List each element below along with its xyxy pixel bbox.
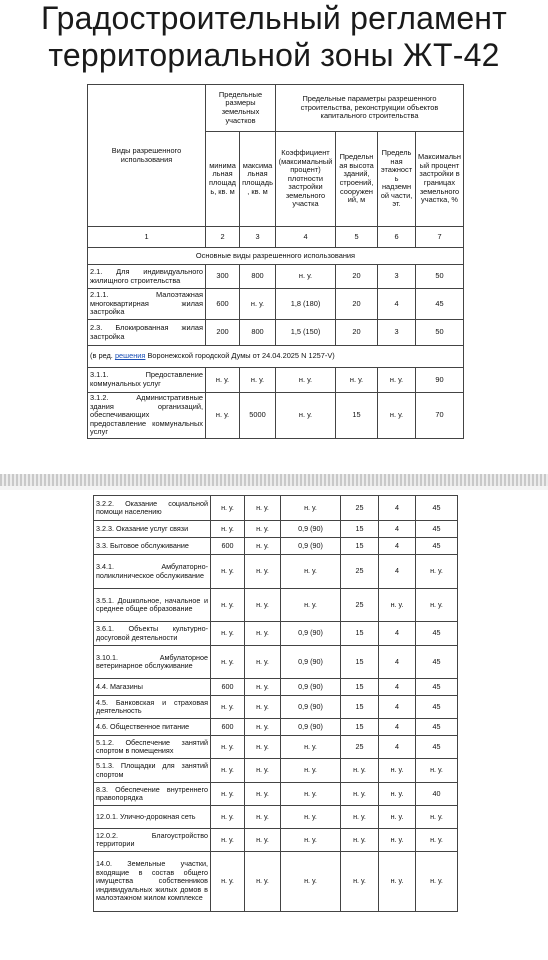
max-area-cell: 5000 (240, 393, 276, 439)
use-type-cell: 4.5. Банковская и страховая деятельность (94, 696, 211, 719)
page-title (0, 0, 548, 80)
min-area-cell: 600 (211, 719, 245, 736)
column-number: 3 (240, 227, 276, 248)
max-height-cell: н. у. (341, 852, 379, 912)
use-type-cell: 2.3. Блокированная жилая застройка (88, 320, 206, 346)
table-row (88, 368, 464, 393)
max-height-cell: 15 (341, 719, 379, 736)
density-coef-cell: 0,9 (90) (281, 538, 341, 555)
max-percent-cell: 50 (416, 265, 464, 289)
table-row (94, 521, 458, 538)
min-area-cell: н. у. (211, 829, 245, 852)
max-area-cell: н. у. (245, 622, 281, 646)
max-height-cell: н. у. (341, 759, 379, 783)
min-area-cell: н. у. (206, 393, 240, 439)
max-area-cell: н. у. (240, 368, 276, 393)
max-percent-cell: н. у. (416, 589, 458, 622)
max-percent-cell: 45 (416, 622, 458, 646)
amendment-note (88, 346, 464, 368)
table-row (94, 622, 458, 646)
max-area-cell: н. у. (245, 589, 281, 622)
max-floors-cell: 3 (378, 265, 416, 289)
max-area-cell: н. у. (245, 555, 281, 589)
header-min-area: минимальная площадь, кв. м (206, 132, 240, 227)
use-type-cell: 2.1.1. Малоэтажная многоквартирная жилая застройка (88, 289, 206, 320)
amendment-note-suffix: Воронежской городской Думы от 24.04.2025 N 1257-V) (147, 351, 335, 361)
max-height-cell: 20 (336, 265, 378, 289)
max-percent-cell: 45 (416, 646, 458, 679)
max-floors-cell: 4 (379, 521, 416, 538)
use-type-cell: 3.5.1. Дошкольное, начальное и среднее общее образование (94, 589, 211, 622)
max-height-cell: н. у. (336, 368, 378, 393)
max-percent-cell: 45 (416, 736, 458, 759)
max-height-cell: 20 (336, 320, 378, 346)
regulation-table-part-2 (93, 495, 458, 912)
max-height-cell: 20 (336, 289, 378, 320)
table-row (94, 696, 458, 719)
use-type-cell: 5.1.2. Обеспечение занятий спортом в помещениях (94, 736, 211, 759)
max-area-cell: н. у. (245, 679, 281, 696)
max-percent-cell: н. у. (416, 829, 458, 852)
amendment-note-block (88, 346, 464, 368)
max-height-cell: 15 (341, 696, 379, 719)
max-height-cell: 25 (341, 589, 379, 622)
table-row (94, 496, 458, 521)
max-floors-cell: н. у. (379, 829, 416, 852)
max-floors-cell: 4 (379, 679, 416, 696)
use-type-cell: 3.1.2. Административные здания организаций, обеспечивающих предоставление коммунальных услуг (88, 393, 206, 439)
max-area-cell: 800 (240, 265, 276, 289)
document-page-1 (87, 84, 463, 439)
density-coef-cell: 1,5 (150) (276, 320, 336, 346)
max-height-cell: 15 (341, 538, 379, 555)
use-type-cell: 5.1.3. Площадки для занятий спортом (94, 759, 211, 783)
max-floors-cell: 4 (379, 646, 416, 679)
max-height-cell: 25 (341, 496, 379, 521)
max-floors-cell: н. у. (379, 759, 416, 783)
use-type-cell: 3.1.1. Предоставление коммунальных услуг (88, 368, 206, 393)
max-area-cell: н. у. (245, 736, 281, 759)
max-height-cell: 15 (341, 679, 379, 696)
min-area-cell: н. у. (211, 646, 245, 679)
min-area-cell: н. у. (211, 555, 245, 589)
density-coef-cell: н. у. (281, 589, 341, 622)
use-type-cell: 3.4.1. Амбулаторно-поликлиническое обслуживание (94, 555, 211, 589)
table-row (94, 829, 458, 852)
density-coef-cell: н. у. (281, 736, 341, 759)
min-area-cell: 300 (206, 265, 240, 289)
table-row (88, 265, 464, 289)
min-area-cell: н. у. (211, 496, 245, 521)
max-floors-cell: 4 (379, 496, 416, 521)
document-page-2 (93, 495, 457, 912)
min-area-cell: 600 (206, 289, 240, 320)
table-row (94, 736, 458, 759)
max-height-cell: н. у. (341, 829, 379, 852)
max-percent-cell: 45 (416, 696, 458, 719)
min-area-cell: н. у. (211, 521, 245, 538)
min-area-cell: н. у. (211, 759, 245, 783)
table-row (94, 852, 458, 912)
table-row (94, 646, 458, 679)
column-number: 7 (416, 227, 464, 248)
max-percent-cell: 45 (416, 289, 464, 320)
max-area-cell: н. у. (245, 806, 281, 829)
max-floors-cell: н. у. (379, 783, 416, 806)
max-floors-cell: н. у. (379, 589, 416, 622)
min-area-cell: н. у. (211, 783, 245, 806)
min-area-cell: 200 (206, 320, 240, 346)
max-area-cell: н. у. (245, 646, 281, 679)
max-percent-cell: 70 (416, 393, 464, 439)
table-row (88, 289, 464, 320)
column-number: 6 (378, 227, 416, 248)
table-row (94, 589, 458, 622)
min-area-cell: н. у. (211, 696, 245, 719)
use-type-cell: 3.2.3. Оказание услуг связи (94, 521, 211, 538)
max-floors-cell: 4 (379, 719, 416, 736)
header-max-floors: Предельная этажность надземной части, эт. (378, 132, 416, 227)
table-row (94, 759, 458, 783)
max-floors-cell: н. у. (379, 806, 416, 829)
max-height-cell: 15 (341, 521, 379, 538)
max-percent-cell: н. у. (416, 555, 458, 589)
max-area-cell: н. у. (245, 696, 281, 719)
page-separator (0, 474, 548, 486)
density-coef-cell: 0,9 (90) (281, 521, 341, 538)
page-separator-shadow (0, 486, 548, 490)
max-area-cell: н. у. (245, 783, 281, 806)
max-percent-cell: н. у. (416, 852, 458, 912)
section-heading-main: Основные виды разрешенного использования (88, 248, 464, 265)
header-max-height: Предельная высота зданий, строений, сооружений, м (336, 132, 378, 227)
max-area-cell: н. у. (245, 829, 281, 852)
use-type-cell: 12.0.1. Улично-дорожная сеть (94, 806, 211, 829)
min-area-cell: 600 (211, 679, 245, 696)
use-type-cell: 12.0.2. Благоустройство территории (94, 829, 211, 852)
max-percent-cell: 90 (416, 368, 464, 393)
amendment-note-prefix: (в ред. (90, 351, 113, 361)
max-percent-cell: 50 (416, 320, 464, 346)
max-percent-cell: 45 (416, 496, 458, 521)
column-number: 4 (276, 227, 336, 248)
max-percent-cell: н. у. (416, 759, 458, 783)
page-title-line-1: Градостроительный регламент (40, 0, 508, 36)
max-area-cell: 800 (240, 320, 276, 346)
header-use-type: Виды разрешенного использования (88, 85, 206, 227)
density-coef-cell: 0,9 (90) (281, 696, 341, 719)
density-coef-cell: н. у. (281, 759, 341, 783)
min-area-cell: н. у. (211, 852, 245, 912)
min-area-cell: 600 (211, 538, 245, 555)
density-coef-cell: н. у. (276, 265, 336, 289)
max-area-cell: н. у. (245, 496, 281, 521)
max-floors-cell: 4 (379, 622, 416, 646)
table-row (88, 393, 464, 439)
max-area-cell: н. у. (245, 719, 281, 736)
header-plot-sizes: Предельные размеры земельных участков (206, 85, 276, 132)
max-percent-cell: 45 (416, 521, 458, 538)
table-row (94, 555, 458, 589)
max-area-cell: н. у. (240, 289, 276, 320)
density-coef-cell: 0,9 (90) (281, 622, 341, 646)
table-row (94, 679, 458, 696)
max-height-cell: н. у. (341, 783, 379, 806)
table-row (88, 320, 464, 346)
use-type-cell: 4.4. Магазины (94, 679, 211, 696)
use-type-cell: 3.10.1. Амбулаторное ветеринарное обслуживание (94, 646, 211, 679)
min-area-cell: н. у. (211, 622, 245, 646)
max-area-cell: н. у. (245, 521, 281, 538)
table-header (88, 85, 464, 265)
max-floors-cell: 4 (379, 538, 416, 555)
max-area-cell: н. у. (245, 538, 281, 555)
max-percent-cell: н. у. (416, 806, 458, 829)
column-number: 5 (336, 227, 378, 248)
max-floors-cell: 4 (379, 696, 416, 719)
max-area-cell: н. у. (245, 759, 281, 783)
max-percent-cell: 45 (416, 719, 458, 736)
min-area-cell: н. у. (211, 736, 245, 759)
use-type-cell: 3.2.2. Оказание социальной помощи населению (94, 496, 211, 521)
max-percent-cell: 45 (416, 538, 458, 555)
density-coef-cell: 0,9 (90) (281, 719, 341, 736)
density-coef-cell: н. у. (281, 496, 341, 521)
density-coef-cell: н. у. (281, 783, 341, 806)
max-height-cell: 15 (336, 393, 378, 439)
max-area-cell: н. у. (245, 852, 281, 912)
regulation-table-part-1 (87, 84, 464, 439)
max-floors-cell: н. у. (378, 393, 416, 439)
column-number: 1 (88, 227, 206, 248)
column-number: 2 (206, 227, 240, 248)
max-floors-cell: н. у. (379, 852, 416, 912)
min-area-cell: н. у. (206, 368, 240, 393)
max-height-cell: 15 (341, 622, 379, 646)
table-body-part-1 (88, 265, 464, 346)
header-density-coef: Коэффициент (максимальный процент) плотности застройки земельного участка (276, 132, 336, 227)
header-max-percent: Максимальный процент застройки в границах земельного участка, % (416, 132, 464, 227)
use-type-cell: 2.1. Для индивидуального жилищного строительства (88, 265, 206, 289)
header-column-numbers (88, 227, 464, 248)
max-floors-cell: 4 (379, 736, 416, 759)
table-row (94, 783, 458, 806)
density-coef-cell: н. у. (276, 393, 336, 439)
header-max-area: максимальная площадь, кв. м (240, 132, 276, 227)
density-coef-cell: н. у. (276, 368, 336, 393)
density-coef-cell: н. у. (281, 829, 341, 852)
table-row (94, 538, 458, 555)
page-title-line-2: территориальной зоны ЖТ-42 (48, 37, 500, 73)
min-area-cell: н. у. (211, 806, 245, 829)
density-coef-cell: н. у. (281, 806, 341, 829)
header-build-params: Предельные параметры разрешенного строительства, реконструкции объектов капитального строительства (276, 85, 464, 132)
use-type-cell: 14.0. Земельные участки, входящие в состав общего имущества собственников индивидуальных жилых домов в малоэтажном жилом комплексе (94, 852, 211, 912)
density-coef-cell: н. у. (281, 555, 341, 589)
table-row (94, 719, 458, 736)
density-coef-cell: 1,8 (180) (276, 289, 336, 320)
min-area-cell: н. у. (211, 589, 245, 622)
density-coef-cell: н. у. (281, 852, 341, 912)
use-type-cell: 3.3. Бытовое обслуживание (94, 538, 211, 555)
max-floors-cell: н. у. (378, 368, 416, 393)
max-height-cell: 25 (341, 555, 379, 589)
use-type-cell: 8.3. Обеспечение внутреннего правопорядка (94, 783, 211, 806)
max-floors-cell: 3 (378, 320, 416, 346)
max-percent-cell: 45 (416, 679, 458, 696)
density-coef-cell: 0,9 (90) (281, 646, 341, 679)
max-floors-cell: 4 (378, 289, 416, 320)
max-height-cell: 25 (341, 736, 379, 759)
table-body-part-2 (94, 496, 458, 912)
use-type-cell: 4.6. Общественное питание (94, 719, 211, 736)
use-type-cell: 3.6.1. Объекты культурно-досуговой деятельности (94, 622, 211, 646)
density-coef-cell: 0,9 (90) (281, 679, 341, 696)
max-percent-cell: 40 (416, 783, 458, 806)
table-row (94, 806, 458, 829)
max-floors-cell: 4 (379, 555, 416, 589)
max-height-cell: 15 (341, 646, 379, 679)
table-body-part-1b (88, 368, 464, 439)
max-height-cell: н. у. (341, 806, 379, 829)
amendment-link[interactable]: решения (114, 351, 146, 361)
